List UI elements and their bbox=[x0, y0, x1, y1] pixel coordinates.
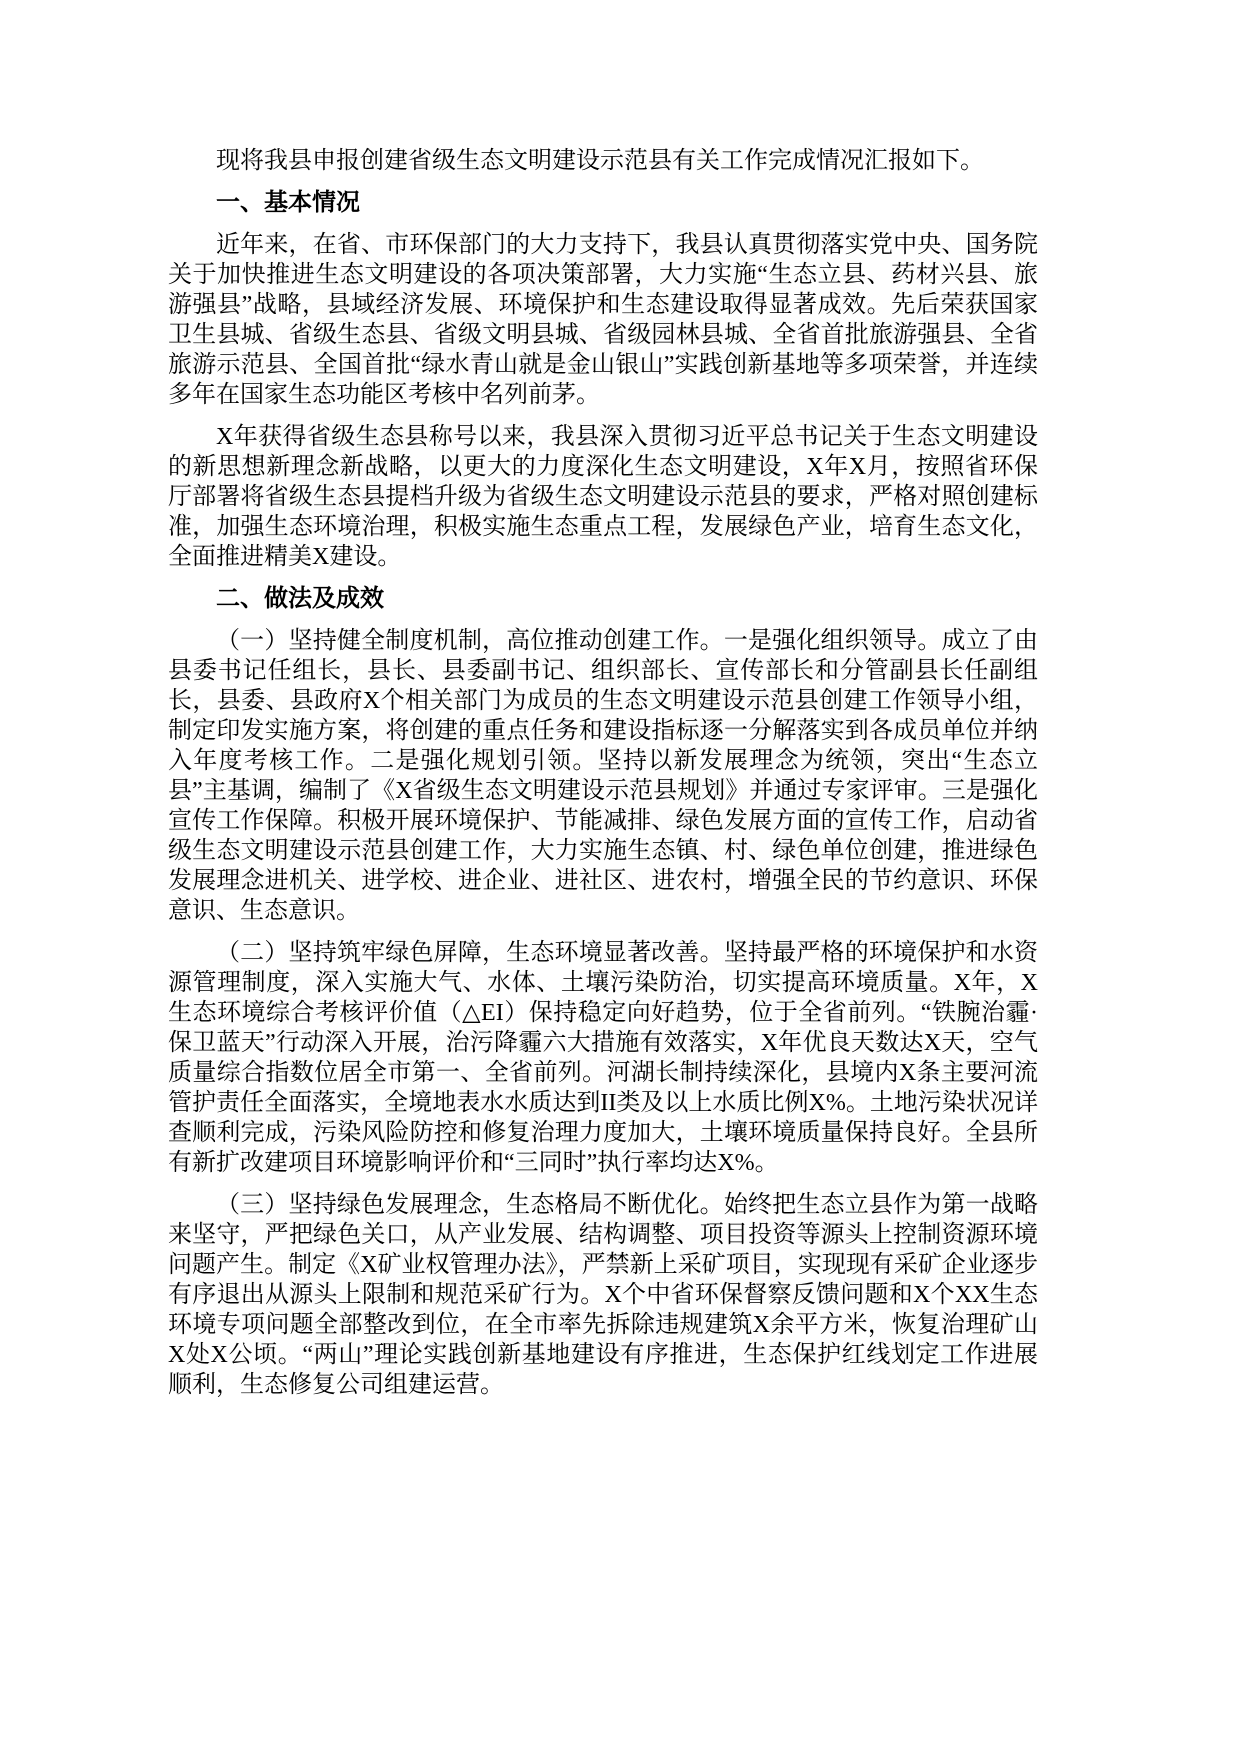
body-paragraph: 近年来，在省、市环保部门的大力支持下，我县认真贯彻落实党中央、国务院关于加快推进生态文明建设的各项决策部署，大力实施“生态立县、药材兴县、旅游强县”战略，县域经济发展、环境保护和生态建设取得显著成效。先后荣获国家卫生县城、省级生态县、省级文明县城、省级园林县城、全省首批旅游强县、全省旅游示范县、全国首批“绿水青山就是金山银山”实践创新基地等多项荣誉，并连续多年在国家生态功能区考核中名列前茅。 bbox=[168, 232, 1038, 408]
body-paragraph: X年获得省级生态县称号以来，我县深入贯彻习近平总书记关于生态文明建设的新思想新理念新战略，以更大的力度深化生态文明建设，X年X月，按照省环保厅部署将省级生态县提档升级为省级生态文明建设示范县的要求，严格对照创建标准，加强生态环境治理，积极实施生态重点工程，发展绿色产业，培育生态文化，全面推进精美X建设。 bbox=[168, 424, 1038, 570]
body-paragraph: （三）坚持绿色发展理念，生态格局不断优化。始终把生态立县作为第一战略来坚守，严把绿色关口，从产业发展、结构调整、项目投资等源头上控制资源环境问题产生。制定《X矿业权管理办法》，严禁新上采矿项目，实现现有采矿企业逐步有序退出从源头上限制和规范采矿行为。X个中省环保督察反馈问题和X个XX生态环境专项问题全部整改到位，在全市率先拆除违规建筑X余平方米，恢复治理矿山X处X公顷。“两山”理论实践创新基地建设有序推进，生态保护红线划定工作进展顺利，生态修复公司组建运营。 bbox=[168, 1192, 1038, 1398]
body-paragraph: 现将我县申报创建省级生态文明建设示范县有关工作完成情况汇报如下。 bbox=[216, 148, 984, 174]
body-paragraph: （二）坚持筑牢绿色屏障，生态环境显著改善。坚持最严格的环境保护和水资源管理制度，深入实施大气、水体、土壤污染防治，切实提高环境质量。X年，X生态环境综合考核评价值（△EI）保持稳定向好趋势，位于全省前列。“铁腕治霾·保卫蓝天”行动深入开展，治污降霾六大措施有效落实，X年优良天数达X天，空气质量综合指数位居全市第一、全省前列。河湖长制持续深化，县境内X条主要河流管护责任全面落实，全境地表水水质达到II类及以上水质比例X%。土地污染状况详查顺利完成，污染风险防控和修复治理力度加大，土壤环境质量保持良好。全县所有新扩改建项目环境影响评价和“三同时”执行率均达X%。 bbox=[168, 940, 1038, 1176]
section-heading: 一、基本情况 bbox=[216, 190, 360, 216]
section-heading: 二、做法及成效 bbox=[216, 586, 384, 612]
document-content bbox=[168, 146, 1038, 1412]
body-paragraph: （一）坚持健全制度机制，高位推动创建工作。一是强化组织领导。成立了由县委书记任组长，县长、县委副书记、组织部长、宣传部长和分管副县长任副组长，县委、县政府X个相关部门为成员的生态文明建设示范县创建工作领导小组，制定印发实施方案，将创建的重点任务和建设指标逐一分解落实到各成员单位并纳入年度考核工作。二是强化规划引领。坚持以新发展理念为统领，突出“生态立县”主基调，编制了《X省级生态文明建设示范县规划》并通过专家评审。三是强化宣传工作保障。积极开展环境保护、节能减排、绿色发展方面的宣传工作，启动省级生态文明建设示范县创建工作，大力实施生态镇、村、绿色单位创建，推进绿色发展理念进机关、进学校、进企业、进社区、进农村，增强全民的节约意识、环保意识、生态意识。 bbox=[168, 628, 1038, 924]
